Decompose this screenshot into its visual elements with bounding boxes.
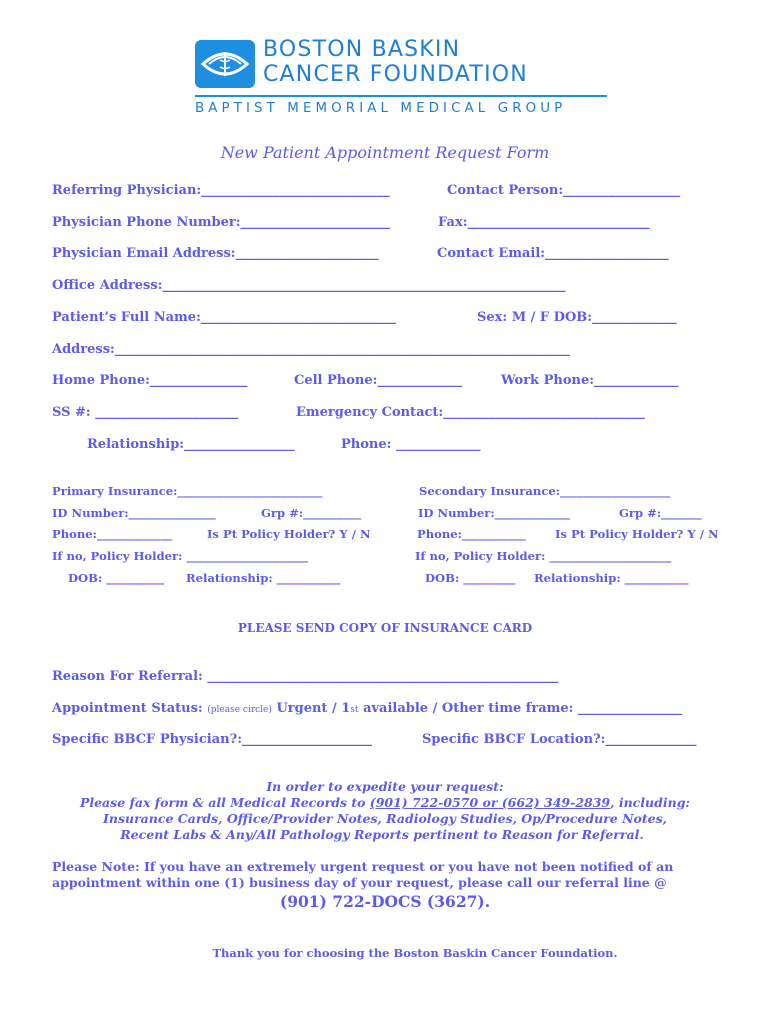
emergency-contact-field[interactable]: Emergency Contact:_______________________________ (296, 405, 645, 420)
logo-line-2: CANCER FOUNDATION (263, 62, 528, 87)
ss-field[interactable]: SS #: ______________________ (52, 405, 239, 420)
physician-phone-field[interactable]: Physician Phone Number:_______________________ (52, 215, 391, 230)
specific-location-field[interactable]: Specific BBCF Location?:______________ (422, 732, 697, 747)
home-phone-field[interactable]: Home Phone:_______________ (52, 373, 248, 388)
secondary-phone-field[interactable]: Phone:___________ (417, 527, 526, 541)
appointment-status-label: Appointment Status: (52, 701, 203, 716)
foundation-logo (195, 37, 607, 120)
status-other-options[interactable]: available / Other time frame: ________________ (358, 701, 683, 716)
referral-phone-number[interactable]: (901) 722-DOCS (3627). (279, 892, 491, 911)
sex-dob-field[interactable]: Sex: M / F DOB:_____________ (477, 310, 677, 325)
expedite-heading: In order to expedite your request: (266, 779, 504, 794)
expedite-records-line-2: Recent Labs & Any/All Pathology Reports pertinent to Reason for Referral. (120, 827, 644, 842)
primary-id-number-field[interactable]: ID Number:_______________ (52, 506, 216, 520)
expedite-fax-prefix: Please fax form & all Medical Records to (79, 795, 370, 810)
appointment-status-line[interactable] (52, 701, 682, 716)
emergency-relationship-field[interactable]: Relationship:_________________ (87, 437, 295, 452)
referring-physician-field[interactable]: Referring Physician:_____________________________ (52, 183, 390, 198)
secondary-dob-field[interactable]: DOB: _________ (425, 571, 516, 585)
form-title: New Patient Appointment Request Form (220, 143, 550, 162)
contact-person-field[interactable]: Contact Person:__________________ (447, 183, 681, 198)
primary-policy-holder-question[interactable]: Is Pt Policy Holder? Y / N (207, 527, 371, 541)
primary-dob-field[interactable]: DOB: __________ (68, 571, 165, 585)
fax-numbers-link[interactable]: (901) 722-0570 or (662) 349-2839 (369, 795, 611, 810)
specific-physician-field[interactable]: Specific BBCF Physician?:____________________ (52, 732, 372, 747)
logo-divider (195, 95, 607, 97)
logo-subtitle: BAPTIST MEMORIAL MEDICAL GROUP (195, 101, 567, 116)
status-superscript: st (350, 705, 359, 715)
primary-insurance-field[interactable]: Primary Insurance:_________________________ (52, 484, 323, 498)
secondary-insurance-field[interactable]: Secondary Insurance:___________________ (419, 484, 671, 498)
address-field[interactable]: Address:______________________________________________________________________ (52, 342, 570, 357)
physician-email-field[interactable]: Physician Email Address:______________________ (52, 246, 379, 261)
please-note-line-1: Please Note: If you have an extremely urgent request or you have not been notified of an (52, 859, 674, 874)
emergency-phone-field[interactable]: Phone: _____________ (341, 437, 481, 452)
primary-phone-field[interactable]: Phone:_____________ (52, 527, 173, 541)
primary-grp-field[interactable]: Grp #:__________ (261, 506, 362, 520)
please-circle-note: (please circle) (207, 705, 272, 715)
status-urgent-option[interactable]: Urgent / 1 (276, 701, 351, 716)
expedite-fax-suffix: , including: (610, 795, 691, 810)
secondary-policy-holder-field[interactable]: If no, Policy Holder: _____________________ (415, 549, 672, 563)
secondary-id-number-field[interactable]: ID Number:_____________ (418, 506, 571, 520)
office-address-field[interactable]: Office Address:______________________________________________________________ (52, 278, 566, 293)
eye-caduceus-icon (195, 40, 255, 88)
work-phone-field[interactable]: Work Phone:_____________ (501, 373, 679, 388)
primary-policy-holder-field[interactable]: If no, Policy Holder: _____________________ (52, 549, 309, 563)
expedite-fax-line (0, 795, 770, 810)
please-note-line-2: appointment within one (1) business day of your request, please call our referral line @ (52, 875, 667, 890)
fax-field[interactable]: Fax:____________________________ (438, 215, 650, 230)
secondary-grp-field[interactable]: Grp #:_______ (619, 506, 702, 520)
secondary-policy-holder-question[interactable]: Is Pt Policy Holder? Y / N (555, 527, 719, 541)
insurance-card-note: PLEASE SEND COPY OF INSURANCE CARD (237, 621, 533, 635)
logo-line-1: BOSTON BASKIN (263, 37, 461, 62)
patient-name-field[interactable]: Patient’s Full Name:______________________________ (52, 310, 396, 325)
reason-for-referral-field[interactable]: Reason For Referral: ______________________________________________________ (52, 669, 559, 684)
contact-email-field[interactable]: Contact Email:___________________ (437, 246, 669, 261)
primary-relationship-field[interactable]: Relationship: ___________ (186, 571, 341, 585)
secondary-relationship-field[interactable]: Relationship: ___________ (534, 571, 689, 585)
expedite-records-line-1: Insurance Cards, Office/Provider Notes, Radiology Studies, Op/Procedure Notes, (103, 811, 667, 826)
cell-phone-field[interactable]: Cell Phone:_____________ (294, 373, 462, 388)
thank-you-note: Thank you for choosing the Boston Baskin Cancer Foundation. (212, 946, 618, 960)
